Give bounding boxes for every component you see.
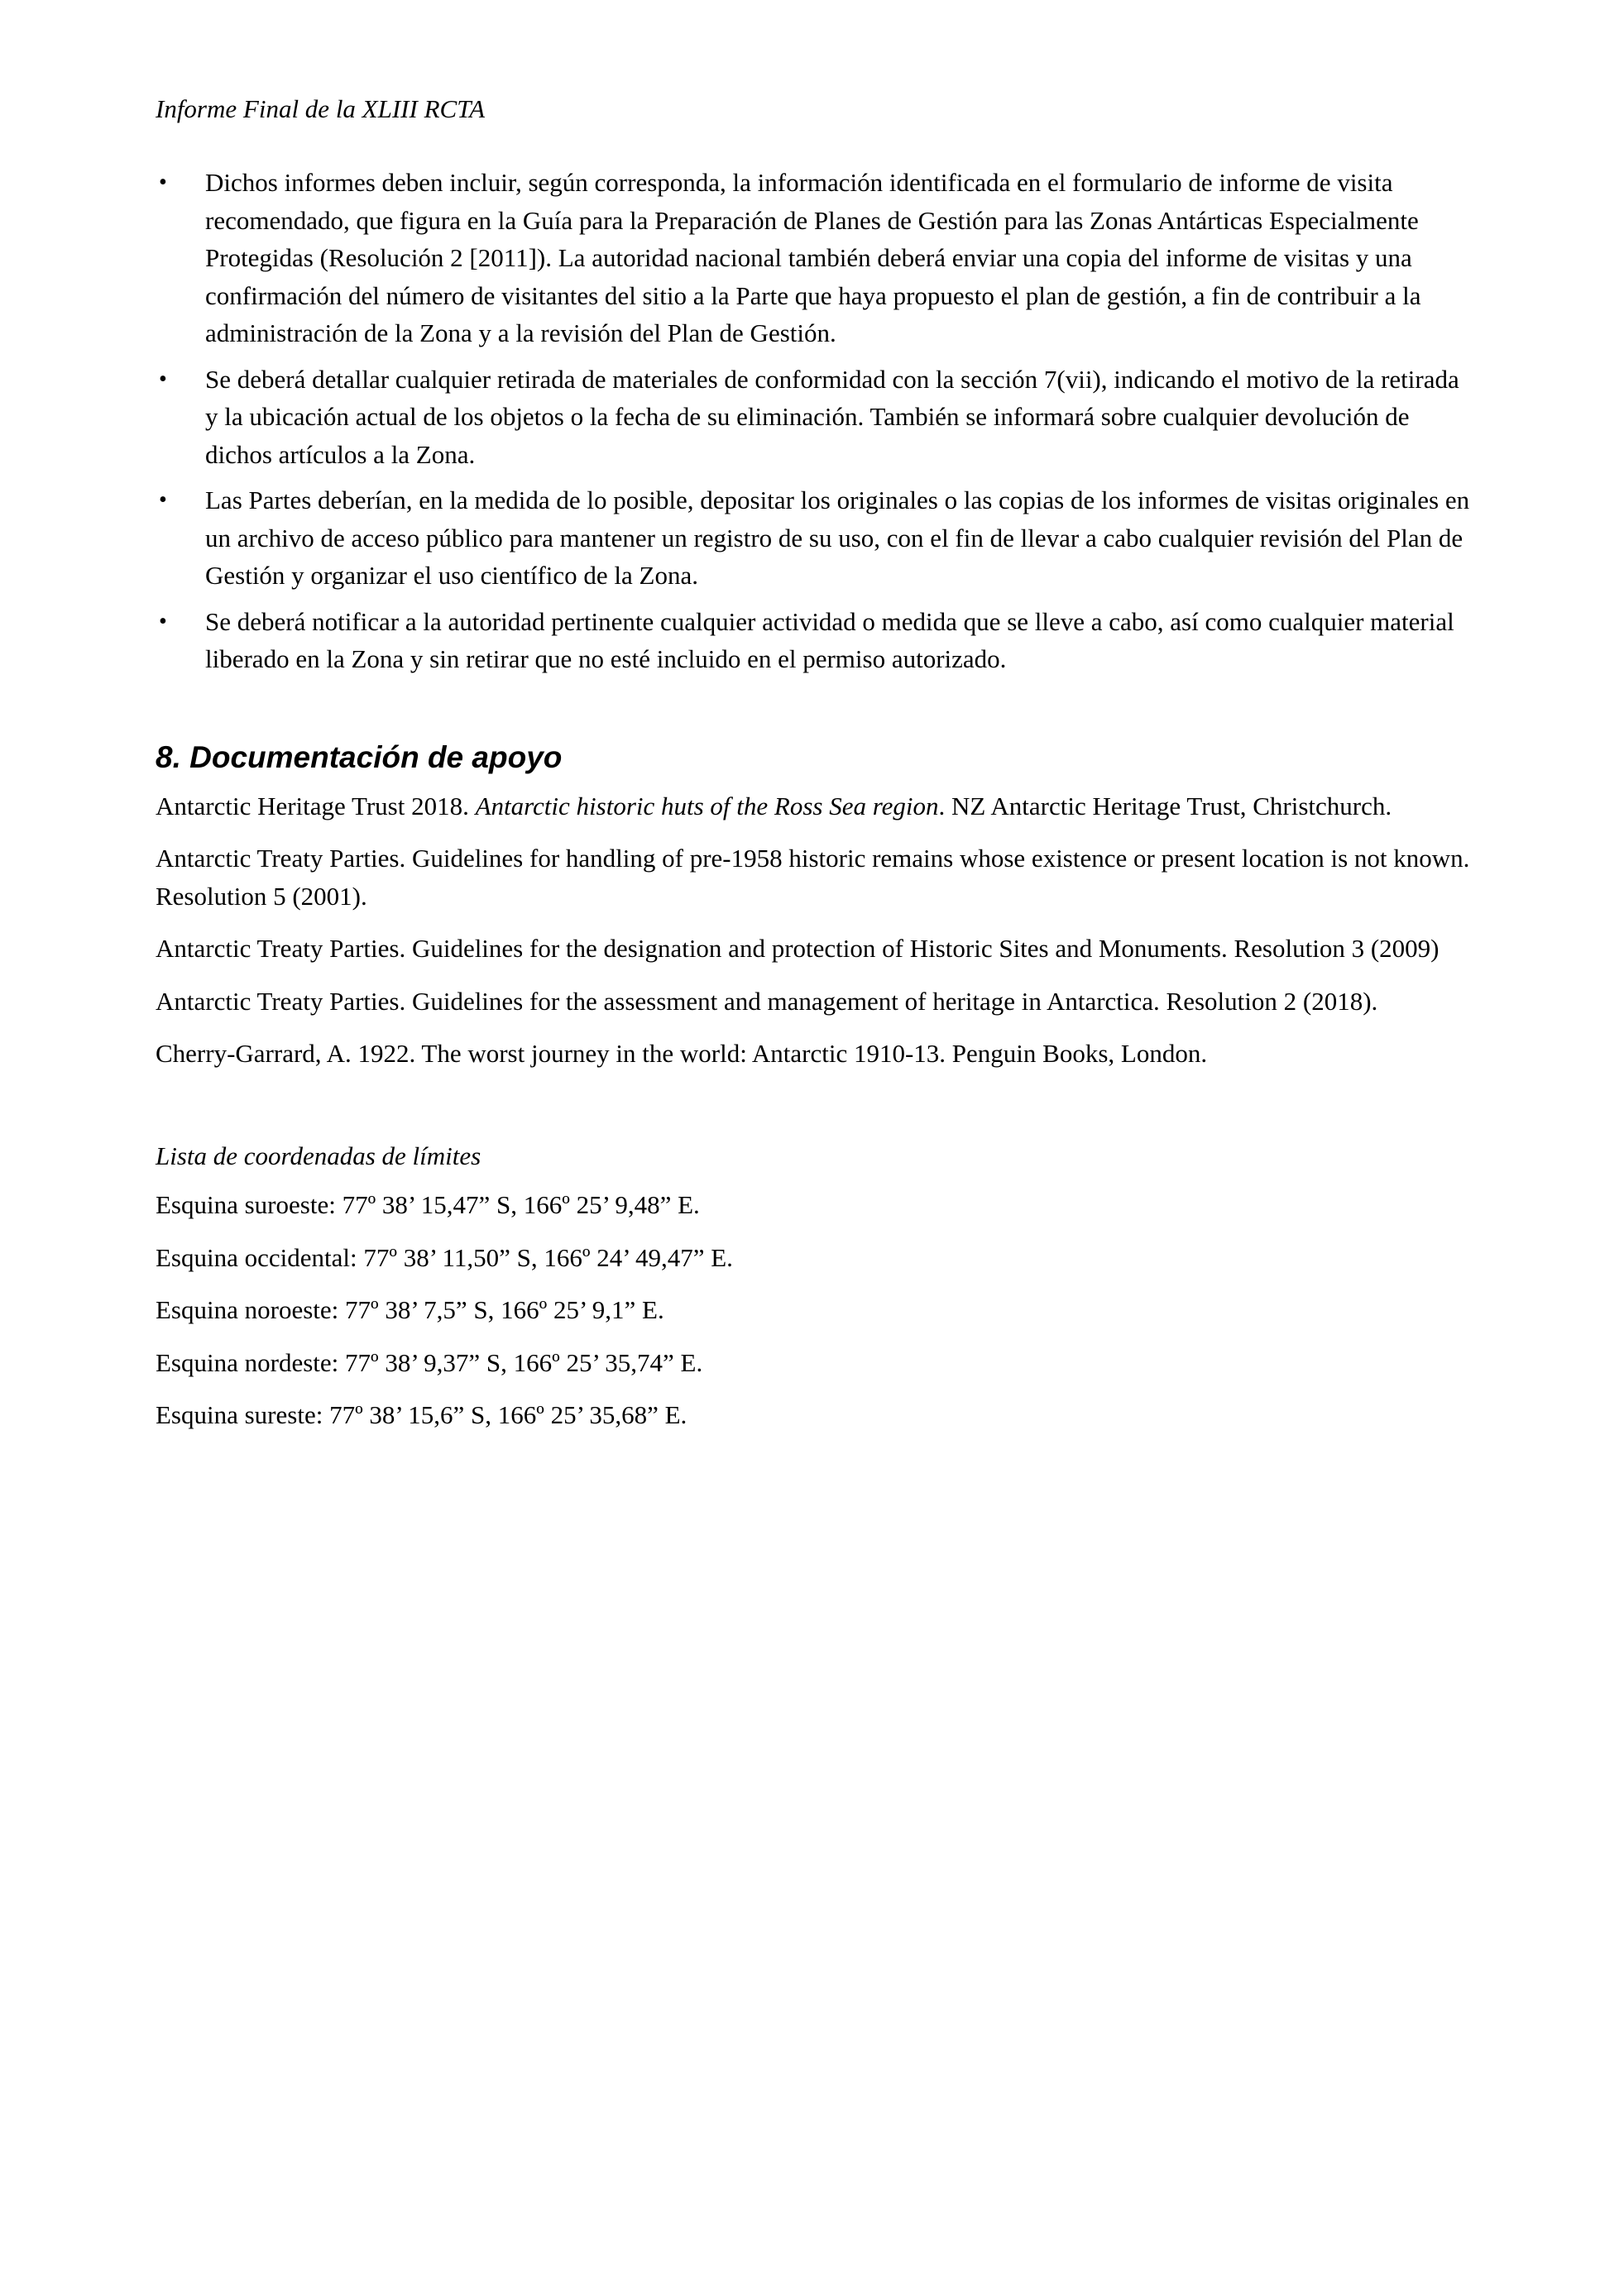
reference-text-tail: . NZ Antarctic Heritage Trust, Christchurch. (938, 791, 1392, 820)
bullet-text: Se deberá detallar cualquier retirada de materiales de conformidad con la sección 7(vii), indicando el motivo de la retirada y la ubicación actual de los objetos o la fecha de su eliminación. También se informará sobre cualquier devolución de dichos artículos a la Zona. (205, 364, 1459, 469)
reference-entry (156, 839, 1473, 915)
reference-entry (156, 930, 1473, 968)
bullet-text: Dichos informes deben incluir, según corresponda, la información identificada en el formulario de informe de visita recomendado, que figura en la Guía para la Preparación de Planes de Gestión para las Zonas Antárticas Especialmente Protegidas (Resolución 2 [2011]). La autoridad nacional también deberá enviar una copia del informe de visitas y una confirmación del número de visitantes del sitio a la Parte que haya propuesto el plan de gestión, a fin de contribuir a la administración de la Zona y a la revisión del Plan de Gestión. (205, 168, 1421, 347)
coordinate-entry: Esquina occidental: 77º 38’ 11,50” S, 166º 24’ 49,47” E. (156, 1242, 733, 1272)
reference-text: Cherry-Garrard, A. 1922. The worst journey in the world: Antarctic 1910-13. Penguin Books, London. (156, 1039, 1208, 1068)
reference-text: Antarctic Treaty Parties. Guidelines for the assessment and management of heritage in Antarctica. Resolution 2 (2018). (156, 986, 1378, 1016)
bullet-list (156, 164, 1473, 678)
list-item (156, 603, 1473, 678)
running-header: Informe Final de la XLIII RCTA (156, 94, 486, 123)
coordinates-list (156, 1186, 1473, 1434)
coordinate-entry: Esquina noroeste: 77º 38’ 7,5” S, 166º 25’ 9,1” E. (156, 1295, 664, 1324)
section-heading: 8. Documentación de apoyo (156, 739, 563, 774)
coordinate-entry: Esquina sureste: 77º 38’ 15,6” S, 166º 25’ 35,68” E. (156, 1400, 687, 1429)
bullet-text: Las Partes deberían, en la medida de lo posible, depositar los originales o las copias de los informes de visitas originales en un archivo de acceso público para mantener un registro de su uso, con el fin de llevar a cabo cualquier revisión del Plan de Gestión y organizar el uso científico de la Zona. (205, 486, 1470, 590)
bullet-icon: • (159, 487, 167, 513)
coordinate-entry: Esquina suroeste: 77º 38’ 15,47” S, 166º 25’ 9,48” E. (156, 1190, 700, 1219)
reference-text: Antarctic Treaty Parties. Guidelines for handling of pre-1958 historic remains whose existence or present location is not known. Resolution 5 (2001). (156, 844, 1470, 911)
reference-entry (156, 1035, 1473, 1073)
bullet-text: Se deberá notificar a la autoridad pertinente cualquier actividad o medida que se lleve a cabo, así como cualquier material liberado en la Zona y sin retirar que no esté incluido en el permiso autorizado. (205, 606, 1454, 673)
list-item (156, 481, 1473, 595)
bullet-icon: • (159, 366, 167, 392)
bullet-icon: • (159, 608, 167, 634)
list-item (156, 361, 1473, 474)
bullet-icon: • (159, 170, 167, 195)
reference-entry (156, 983, 1473, 1021)
reference-text: Antarctic Treaty Parties. Guidelines for the designation and protection of Historic Sites and Monuments. Resolution 3 (2009) (156, 934, 1440, 963)
coordinates-heading: Lista de coordenadas de límites (156, 1141, 481, 1170)
coordinate-entry: Esquina nordeste: 77º 38’ 9,37” S, 166º 25’ 35,74” E. (156, 1347, 703, 1377)
reference-title: Antarctic historic huts of the Ross Sea region (475, 791, 939, 820)
list-item (156, 164, 1473, 352)
reference-text: Antarctic Heritage Trust 2018. (156, 791, 476, 820)
reference-list (156, 787, 1473, 1073)
reference-entry (156, 787, 1473, 825)
page-content (156, 164, 1473, 1449)
